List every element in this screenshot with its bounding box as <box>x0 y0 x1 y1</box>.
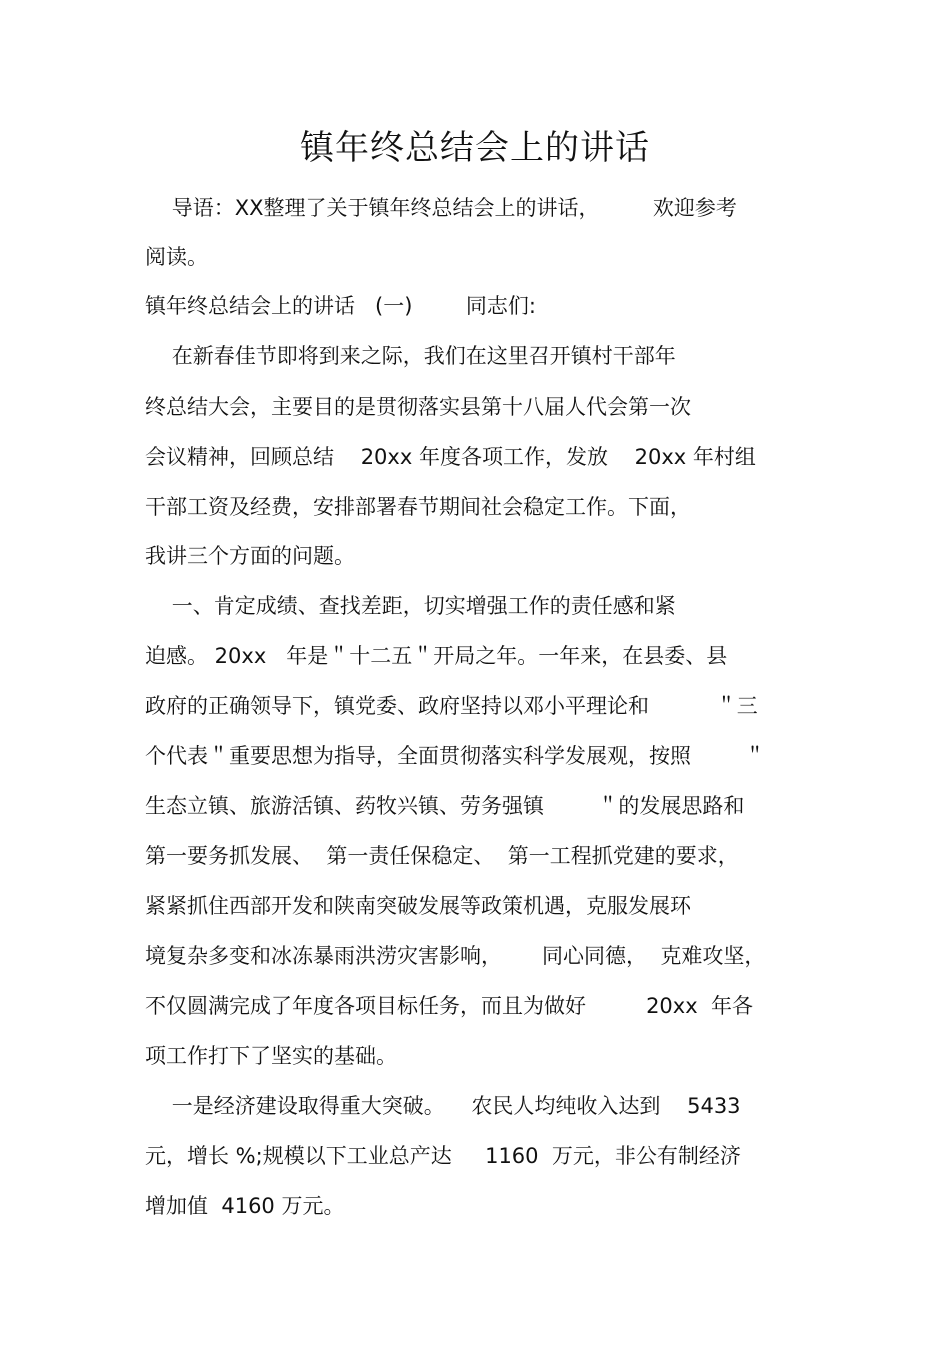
body-line: 增加值 4160 万元。 <box>145 1194 345 1218</box>
body-line: 不仅圆满完成了年度各项目标任务，而且为做好 20xx 年各 <box>145 994 754 1018</box>
page-title: 镇年终总结会上的讲话 <box>300 128 650 168</box>
body-line: 干部工资及经费，安排部署春节期间社会稳定工作。下面， <box>145 495 691 519</box>
body-line: 阅读。 <box>145 245 208 269</box>
body-line: 生态立镇、旅游活镇、药牧兴镇、劳务强镇 ＂的发展思路和 <box>145 794 745 818</box>
body-line: 一、肯定成绩、查找差距，切实增强工作的责任感和紧 <box>145 594 676 618</box>
body-line: 境复杂多变和冰冻暴雨洪涝灾害影响， 同心同德， 克难攻坚， <box>145 944 766 968</box>
body-line: 项工作打下了坚实的基础。 <box>145 1044 397 1068</box>
body-line: 会议精神，回顾总结 20xx 年度各项工作，发放 20xx 年村组 <box>145 445 756 469</box>
body-line: 迫感。 20xx 年是＂十二五＂开局之年。一年来，在县委、县 <box>145 644 728 668</box>
body-line: 一是经济建设取得重大突破。 农民人均纯收入达到 5433 <box>145 1094 741 1118</box>
body-line: 导语：XX整理了关于镇年终总结会上的讲话， 欢迎参考 <box>145 196 737 220</box>
body-line: 我讲三个方面的问题。 <box>145 544 355 568</box>
body-line: 镇年终总结会上的讲话 (一) 同志们: <box>145 294 536 318</box>
body-line: 在新春佳节即将到来之际，我们在这里召开镇村干部年 <box>145 344 676 368</box>
body-line: 政府的正确领导下，镇党委、政府坚持以邓小平理论和 ＂三 <box>145 694 758 718</box>
body-line: 终总结大会，主要目的是贯彻落实县第十八届人代会第一次 <box>145 395 691 419</box>
body-line: 个代表＂重要思想为指导，全面贯彻落实科学发展观，按照 ＂ <box>145 744 766 768</box>
body-line: 元，增长 %;规模以下工业总产达 1160 万元，非公有制经济 <box>145 1144 741 1168</box>
body-line: 第一要务抓发展、 第一责任保稳定、 第一工程抓党建的要求， <box>145 844 739 868</box>
body-line: 紧紧抓住西部开发和陕南突破发展等政策机遇，克服发展环 <box>145 894 691 918</box>
